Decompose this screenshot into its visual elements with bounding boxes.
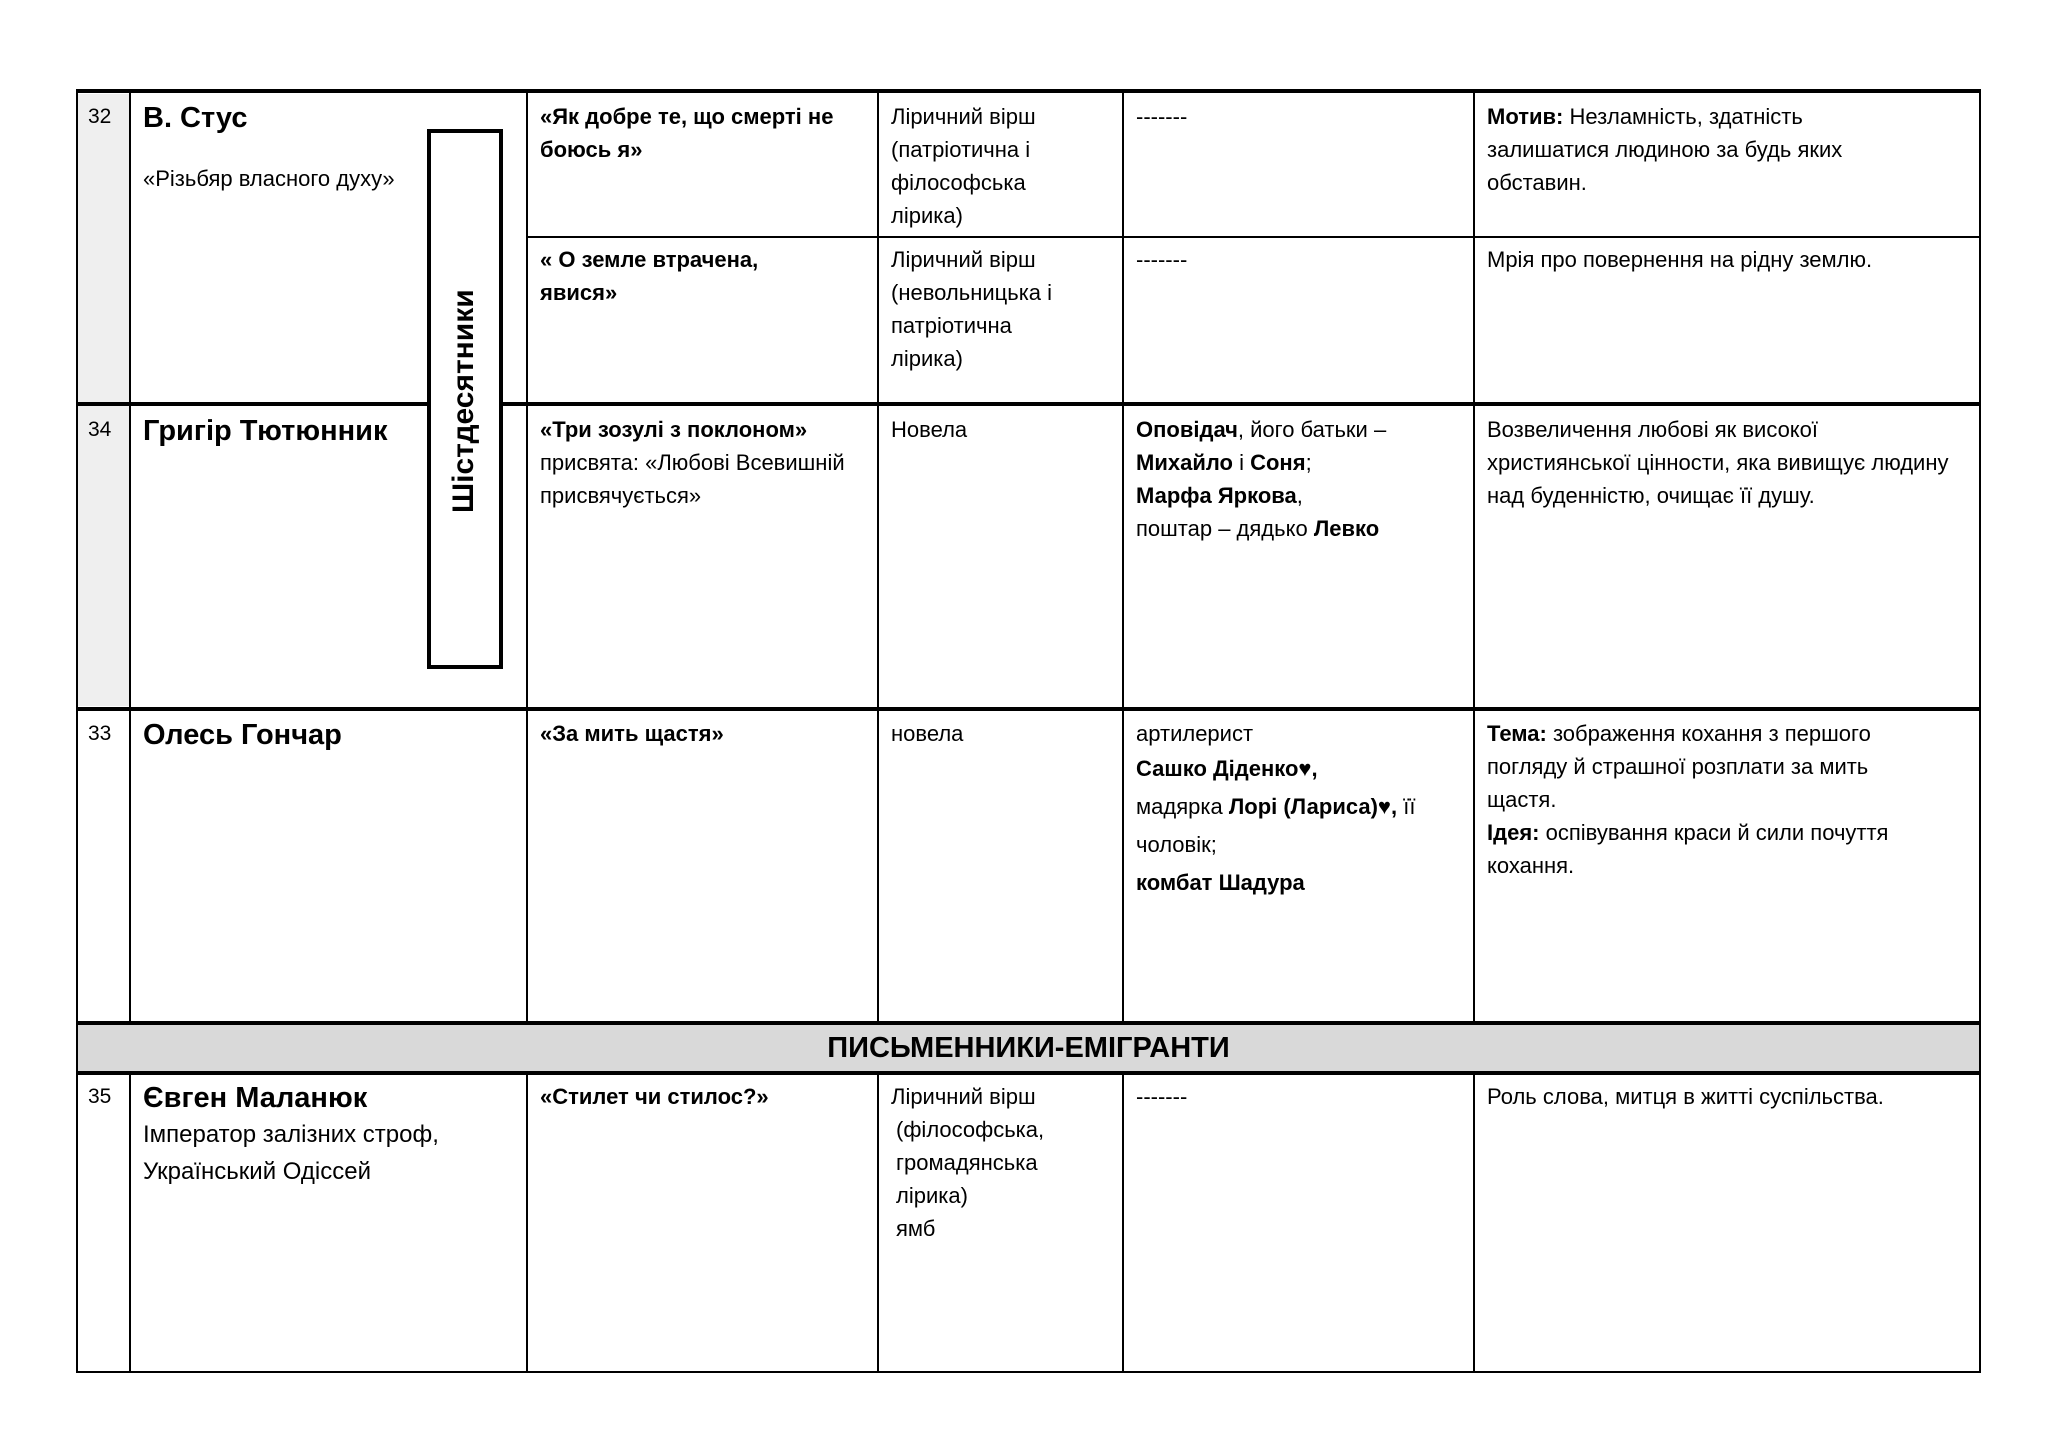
work-theme: Роль слова, митця в житті суспільства.: [1487, 1084, 1884, 1109]
row-number: 32: [88, 105, 112, 128]
author-cell: [131, 1076, 525, 1194]
character-text: , його батьки –: [1237, 417, 1387, 442]
author-cell: [131, 96, 431, 199]
grid-line: [76, 1371, 1981, 1373]
character-name: Левко: [1313, 516, 1380, 541]
work-title: « О земле втрачена, явися»: [540, 247, 759, 305]
author-name: Олесь Гончар: [143, 719, 342, 751]
grid-line: [76, 1021, 1981, 1025]
work-characters: -------: [1136, 104, 1188, 129]
work-characters: [1124, 409, 1472, 549]
theme-text: зображення кохання з першого погляду й страшної розплати за мить щастя.: [1487, 721, 1871, 812]
grid-line: [76, 707, 1981, 711]
idea-label: Ідея:: [1487, 820, 1540, 845]
work-genre: новела: [891, 721, 964, 746]
grid-line: [76, 402, 1981, 406]
genre-line: ямб: [896, 1216, 936, 1241]
character-name: Сашко Діденко♥,: [1136, 756, 1318, 781]
grid-line: [526, 1072, 528, 1373]
grid-line: [1979, 89, 1981, 1373]
character-text: ,: [1296, 483, 1303, 508]
grid-line: [1122, 1072, 1124, 1373]
character-text: ;: [1305, 450, 1312, 475]
section-header: ПИСЬМЕННИКИ-ЕМІГРАНТИ: [827, 1031, 1230, 1064]
work-subtitle: присвята: «Любові Всевишній присвячується»: [540, 450, 845, 508]
grid-line: [1473, 1072, 1475, 1373]
grid-line: [526, 89, 528, 1024]
work-title: «За мить щастя»: [540, 721, 724, 746]
idea-text: оспівування краси й сили почуття кохання.: [1487, 820, 1889, 878]
work-theme: Мрія про повернення на рідну землю.: [1487, 247, 1873, 272]
row-number: 33: [88, 722, 112, 745]
work-title-cell: [528, 409, 876, 516]
character-text: артилерист: [1136, 721, 1254, 746]
character-text: її чоловік;: [1136, 794, 1416, 857]
work-theme: Возвеличення любові як високої християнської цінности, яка вивищує людину над буденністю, очищає її душу.: [1487, 417, 1949, 508]
author-name: В. Стус: [143, 102, 248, 134]
theme-text: Незламність, здатність залишатися людиною за будь яких обставин.: [1487, 104, 1843, 195]
work-title: «Стилет чи стилос?»: [540, 1084, 769, 1109]
theme-label: Мотив:: [1487, 104, 1564, 129]
character-name: Лорі (Лариса)♥,: [1228, 794, 1398, 819]
theme-label: Тема:: [1487, 721, 1547, 746]
row-number: 35: [88, 1085, 112, 1108]
work-title: «Як добре те, що смерті не боюсь я»: [540, 104, 834, 162]
work-genre: Ліричний вірш (невольницька і патріотична лірика): [891, 247, 1053, 371]
grid-line: [76, 89, 1981, 93]
group-label: Шістдесятники: [447, 289, 480, 513]
character-name: Оповідач: [1136, 417, 1238, 442]
grid-line: [526, 236, 1981, 238]
work-characters: [1124, 713, 1472, 906]
character-name: комбат Шадура: [1136, 870, 1305, 895]
grid-line: [76, 1071, 1981, 1075]
character-name: Марфа Яркова: [1136, 483, 1297, 508]
author-epithet: Імператор залізних строф, Український Одіссей: [143, 1121, 439, 1185]
work-theme: [1475, 713, 1955, 886]
author-name: Григір Тютюнник: [143, 415, 388, 447]
work-characters: -------: [1136, 247, 1188, 272]
genre-line: (філософська, громадянська лірика): [896, 1117, 1045, 1208]
character-text: мадярка: [1136, 794, 1229, 819]
work-title: «Три зозулі з поклоном»: [540, 417, 808, 442]
work-genre: [879, 1076, 1119, 1249]
grid-line: [129, 89, 131, 1024]
genre-line: Ліричний вірш: [891, 1084, 1036, 1109]
number-column-shade: [77, 94, 129, 706]
author-name: Євген Маланюк: [143, 1082, 368, 1114]
work-genre: Ліричний вірш (патріотична і філософська лірика): [891, 104, 1036, 228]
character-name: Соня: [1250, 450, 1306, 475]
character-text: поштар – дядько: [1136, 516, 1314, 541]
work-characters: -------: [1136, 1084, 1188, 1109]
work-genre: Новела: [891, 417, 968, 442]
character-name: Михайло: [1136, 450, 1233, 475]
section-header-band: [77, 1024, 1980, 1072]
author-epithet: «Різьбяр власного духу»: [143, 166, 395, 191]
character-text: і: [1232, 450, 1251, 475]
work-theme: [1475, 96, 1865, 203]
row-number: 34: [88, 418, 112, 441]
